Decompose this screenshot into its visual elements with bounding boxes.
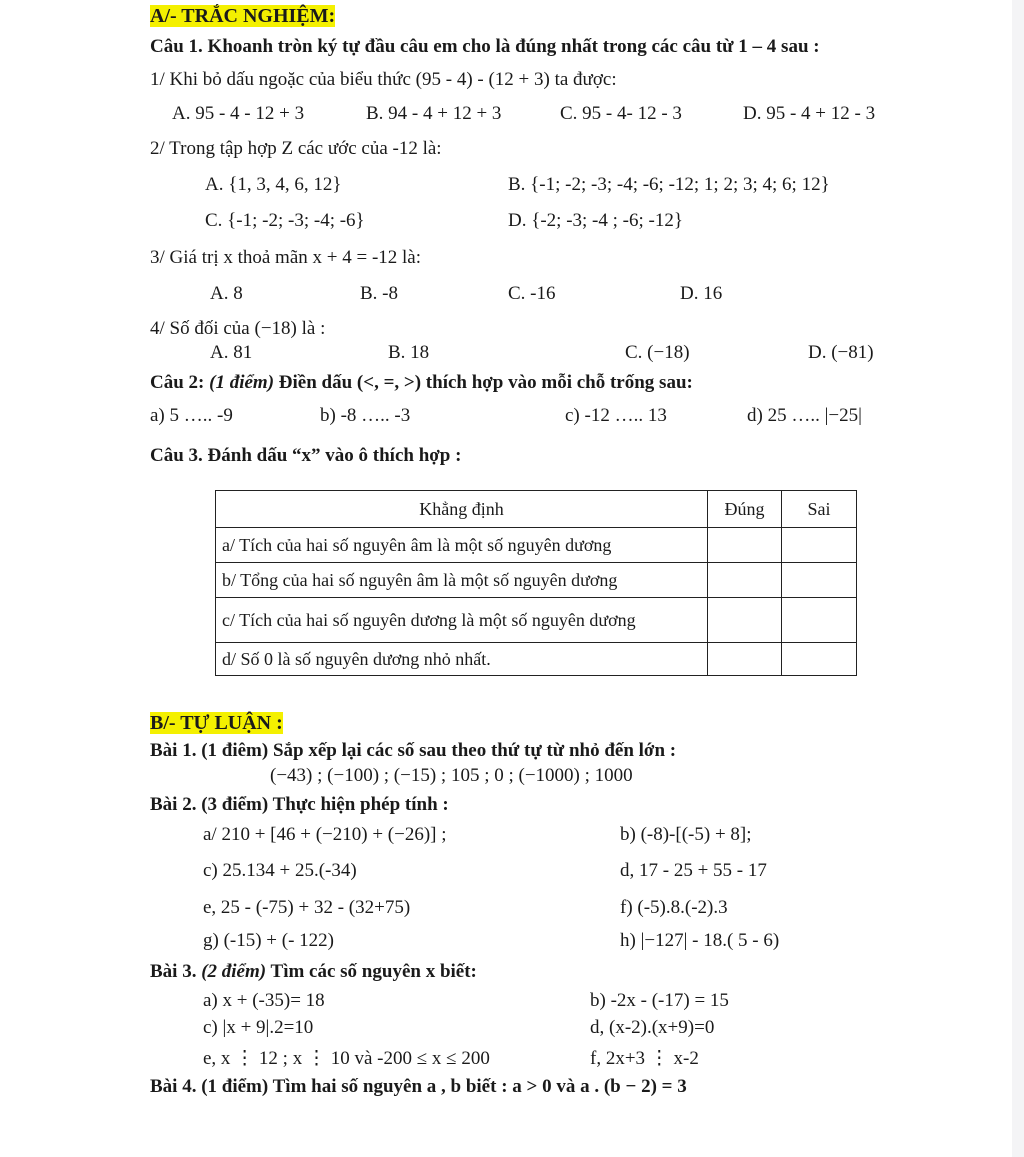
header-false: Sai xyxy=(782,491,857,528)
bai2-title: Bài 2. (3 điểm) Thực hiện phép tính : xyxy=(150,794,449,815)
cau3-title: Câu 3. Đánh dấu “x” vào ô thích hợp : xyxy=(150,445,462,466)
viewer-edge xyxy=(1012,0,1024,1157)
statement-b: b/ Tổng của hai số nguyên âm là một số nguyên dương xyxy=(216,563,708,598)
bai3-item-c: c) |x + 9|.2=10 xyxy=(203,1017,314,1038)
table-row xyxy=(216,563,857,598)
q2-option-d: D. {-2; -3; -4 ; -6; -12} xyxy=(508,210,683,231)
bai4-title: Bài 4. (1 điểm) Tìm hai số nguyên a , b biết : a > 0 và a . (b − 2) = 3 xyxy=(150,1076,687,1097)
q2-option-c: C. {-1; -2; -3; -4; -6} xyxy=(205,210,365,231)
bai2-item-h: h) |−127| - 18.( 5 - 6) xyxy=(620,930,780,951)
q3-option-c: C. -16 xyxy=(508,283,556,304)
q3-option-b: B. -8 xyxy=(360,283,398,304)
cau1-title: Câu 1. Khoanh tròn ký tự đầu câu em cho là đúng nhất trong các câu từ 1 – 4 sau : xyxy=(150,36,820,57)
q1-option-d: D. 95 - 4 + 12 - 3 xyxy=(743,103,876,124)
bai2-item-c: c) 25.134 + 25.(-34) xyxy=(203,860,357,881)
cau2-item-a: a) 5 ….. -9 xyxy=(150,405,233,426)
bai2-item-b: b) (-8)-[(-5) + 8]; xyxy=(620,824,752,845)
false-cell-b[interactable] xyxy=(782,563,857,598)
true-cell-a[interactable] xyxy=(708,528,782,563)
bai3-title xyxy=(150,961,477,983)
q4-option-c: C. (−18) xyxy=(625,342,690,363)
table-row xyxy=(216,528,857,563)
statement-d: d/ Số 0 là số nguyên dương nhỏ nhất. xyxy=(216,643,708,676)
table-row xyxy=(216,643,857,676)
q4-option-a: A. 81 xyxy=(210,342,253,363)
statement-c: c/ Tích của hai số nguyên dương là một số nguyên dương xyxy=(216,598,708,643)
header-statement: Khẳng định xyxy=(216,491,708,528)
header-true: Đúng xyxy=(708,491,782,528)
q3-option-d: D. 16 xyxy=(680,283,723,304)
bai3-item-b: b) -2x - (-17) = 15 xyxy=(590,990,729,1011)
bai1-title: Bài 1. (1 điêm) Sắp xếp lại các số sau theo thứ tự từ nhỏ đến lớn : xyxy=(150,740,677,761)
q3-stem: 3/ Giá trị x thoả mãn x + 4 = -12 là: xyxy=(150,247,422,268)
q4-option-b: B. 18 xyxy=(388,342,430,363)
q4-option-d: D. (−81) xyxy=(808,342,874,363)
q1-stem: 1/ Khi bỏ dấu ngoặc của biểu thức (95 - 4) - (12 + 3) ta được: xyxy=(150,69,617,90)
true-cell-c[interactable] xyxy=(708,598,782,643)
statement-a: a/ Tích của hai số nguyên âm là một số nguyên dương xyxy=(216,528,708,563)
false-cell-c[interactable] xyxy=(782,598,857,643)
part-b-heading: B/- TỰ LUẬN : xyxy=(150,712,283,734)
cau2-instruction: Điền dấu (<, =, >) thích hợp vào mỗi chỗ trống sau: xyxy=(274,372,693,393)
cau2-item-b: b) -8 ….. -3 xyxy=(320,405,411,426)
false-cell-a[interactable] xyxy=(782,528,857,563)
bai2-item-f: f) (-5).8.(-2).3 xyxy=(620,897,728,918)
bai2-item-d: d, 17 - 25 + 55 - 17 xyxy=(620,860,767,881)
q1-option-a: A. 95 - 4 - 12 + 3 xyxy=(172,103,305,124)
cau2-points: (1 điểm) xyxy=(209,372,275,393)
q2-option-a: A. {1, 3, 4, 6, 12} xyxy=(205,174,342,195)
q1-option-c: C. 95 - 4- 12 - 3 xyxy=(560,103,682,124)
cau2-item-d: d) 25 ….. |−25| xyxy=(747,405,862,426)
statement-table xyxy=(215,490,857,676)
bai3-instruction: Tìm các số nguyên x biết: xyxy=(266,961,477,982)
cau2-title xyxy=(150,372,693,394)
bai2-item-e: e, 25 - (-75) + 32 - (32+75) xyxy=(203,897,411,918)
bai3-item-e: e, x ⋮ 12 ; x ⋮ 10 và -200 ≤ x ≤ 200 xyxy=(203,1048,490,1069)
table-row xyxy=(216,598,857,643)
bai3-label: Bài 3. xyxy=(150,961,197,982)
true-cell-b[interactable] xyxy=(708,563,782,598)
true-cell-d[interactable] xyxy=(708,643,782,676)
part-a-heading: A/- TRẮC NGHIỆM: xyxy=(150,5,336,27)
cau2-label: Câu 2: xyxy=(150,372,205,393)
cau2-item-c: c) -12 ….. 13 xyxy=(565,405,667,426)
bai3-points: (2 điểm) xyxy=(201,961,267,982)
bai3-item-d: d, (x-2).(x+9)=0 xyxy=(590,1017,715,1038)
bai3-item-a: a) x + (-35)= 18 xyxy=(203,990,325,1011)
false-cell-d[interactable] xyxy=(782,643,857,676)
q4-stem: 4/ Số đối của (−18) là : xyxy=(150,318,326,339)
q2-stem: 2/ Trong tập hợp Z các ước của -12 là: xyxy=(150,138,442,159)
bai2-item-a: a/ 210 + [46 + (−210) + (−26)] ; xyxy=(203,824,447,845)
bai3-item-f: f, 2x+3 ⋮ x-2 xyxy=(590,1048,699,1069)
q3-option-a: A. 8 xyxy=(210,283,243,304)
bai2-item-g: g) (-15) + (- 122) xyxy=(203,930,335,951)
bai1-numbers: (−43) ; (−100) ; (−15) ; 105 ; 0 ; (−1000) ; 1000 xyxy=(270,765,633,786)
q1-option-b: B. 94 - 4 + 12 + 3 xyxy=(366,103,502,124)
q2-option-b: B. {-1; -2; -3; -4; -6; -12; 1; 2; 3; 4; 6; 12} xyxy=(508,174,830,195)
